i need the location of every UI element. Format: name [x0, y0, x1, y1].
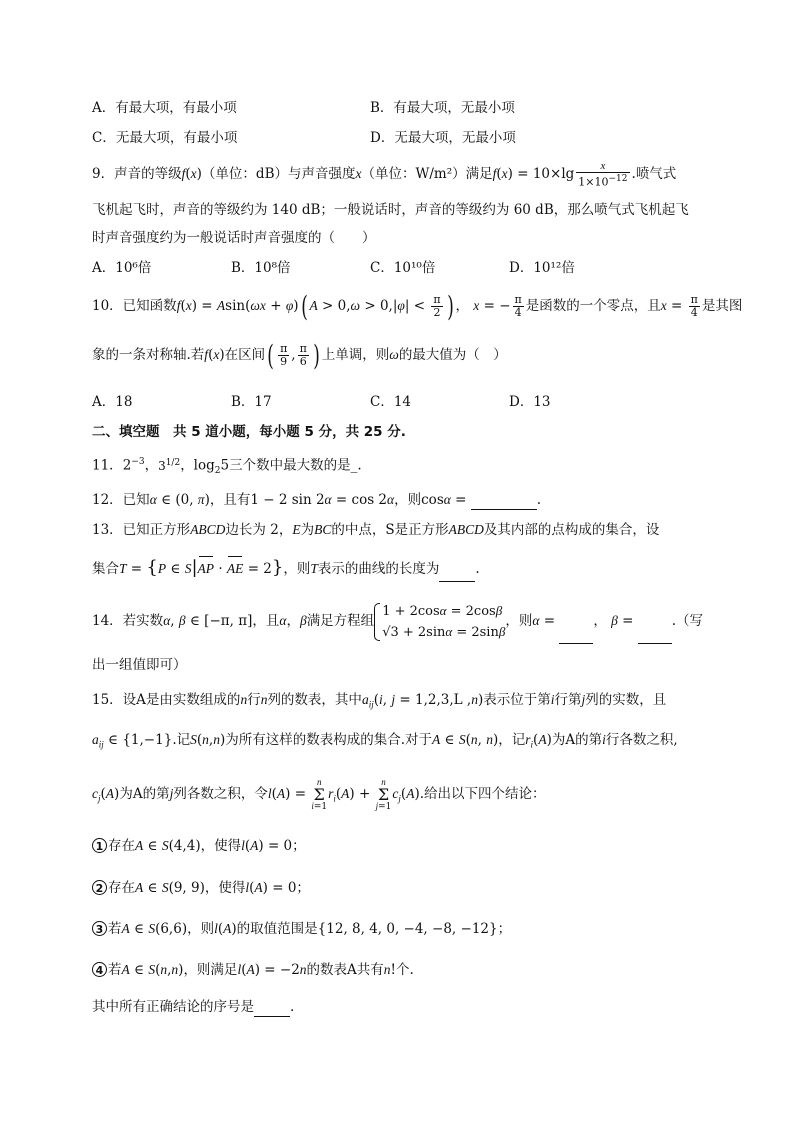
q15-conclusion-1: 1 存在A ∈ S(4,4)，使得l(A) = 0；: [92, 837, 306, 855]
q15-answer-blank: [254, 998, 290, 1017]
q8-option-a: A．有最大项，有最小项: [92, 100, 237, 116]
q9-option-b: B．10⁸倍: [231, 260, 291, 276]
q12-answer-blank: [471, 491, 537, 510]
q11: 11．$2^{-3}$，$3^{1/2}$，$\log_25$三个数中最大数的是_.: [92, 457, 362, 477]
q10-option-a: A．18: [92, 394, 133, 410]
q10-line-1: 10．已知函数f(x) = Asin(ωx + φ)( A > 0,ω > 0,|φ| < $\frac{\pi}{2}$ ) ， x = − $\frac{\pi}{4}$ 是函数的一个零点，且x = $\frac{\pi}{4}$ 是其图: [92, 289, 743, 323]
q9-line-1: 9．声音的等级f(x)（单位：dB）与声音强度x（单位：W/m²）满足f(x) = 10×lg $\frac{x}{1\times 10^{-12}}$ .喷气式: [92, 160, 677, 189]
q9-fraction: $\frac{x}{1\times 10^{-12}}$: [578, 160, 628, 189]
q9-line-2: 飞机起飞时，声音的等级约为 140 dB；一般说话时，声音的等级约为 60 dB，那么喷气式飞机起飞: [92, 202, 689, 218]
q10-option-c: C．14: [370, 394, 412, 410]
q12: 12．已知α ∈ (0, π)，且有1 − 2 sin 2α = cos 2α，则cosα = .: [92, 492, 542, 508]
q15-conclusion-4: 4 若A ∈ S(n,n)，则满足l(A) = −2n的数表A共有n!个.: [92, 961, 414, 979]
q10-option-d: D．13: [509, 394, 551, 410]
q9-option-d: D．10¹²倍: [509, 260, 575, 276]
q10-line-2: 象的一条对称轴.若f(x)在区间( $\frac{\pi}{9}$ , $\frac{\pi}{6}$ ) 上单调，则ω的最大值为（ ）: [92, 338, 507, 372]
q15-final-question: 其中所有正确结论的序号是 .: [92, 999, 295, 1015]
q8-option-c: C．无最大项，有最小项: [92, 130, 238, 146]
section-2-title: 二、填空题 共 5 道小题，每小题 5 分，共 25 分.: [92, 424, 406, 440]
q15-conclusion-3: 3 若A ∈ S(6,6)，则l(A)的取值范围是{12, 8, 4, 0, −4, −8, −12}；: [92, 920, 511, 938]
q9-option-a: A．10⁶倍: [92, 260, 152, 276]
q13-line-2: 集合T = {P ∈ S|AP · AE = 2}，则T表示的曲线的长度为 .: [92, 556, 480, 582]
q15-line-1: 15．设A是由实数组成的n行n列的数表，其中$a_{ij}(i$, j = 1,2,3,L ,n)表示位于第i行第j列的实数，且: [92, 692, 667, 710]
q14-alpha-blank: [559, 599, 593, 644]
q14-line-1: 14．若实数α, β ∈ [−π, π]，且α，β满足方程组1 + 2cosα = 2cosβ √3 + 2sinα = 2sinβ，则α = ， β = .（写: [92, 599, 703, 644]
q15-line-2: $a_{ij}$ ∈ {1,−1}.记S(n,n)为所有这样的数表构成的集合.对于A ∈ S(n, n)，记$r_i(A)$为A的第i行各数之积,: [92, 732, 678, 750]
q14-equation-system: 1 + 2cosα = 2cosβ √3 + 2sinα = 2sinβ: [374, 601, 505, 643]
q9-option-c: C．10¹⁰倍: [370, 260, 436, 276]
q8-option-d: D．无最大项，无最小项: [370, 130, 516, 146]
q13-answer-blank: [439, 557, 475, 582]
q15-conclusion-2: 2 存在A ∈ S(9, 9)，使得l(A) = 0；: [92, 879, 310, 897]
q8-option-b: B．有最大项，无最小项: [370, 100, 515, 116]
q10-option-b: B．17: [231, 394, 272, 410]
q14-beta-blank: [638, 599, 672, 644]
q9-line-3: 时声音强度约为一般说话时声音强度的（ ）: [92, 230, 376, 246]
q13-line-1: 13．已知正方形ABCD边长为 2，E为BC的中点，S是正方形ABCD及其内部的点构成的集合，设: [92, 522, 660, 538]
q14-line-2: 出一组值即可）: [92, 657, 187, 673]
q15-line-3: $c_j(A)$为A的第j列各数之积，令l(A) = n Σ $i=1r_i(A) + n$ Σ $j=1c_j(A)$.给出以下四个结论：: [92, 776, 546, 812]
